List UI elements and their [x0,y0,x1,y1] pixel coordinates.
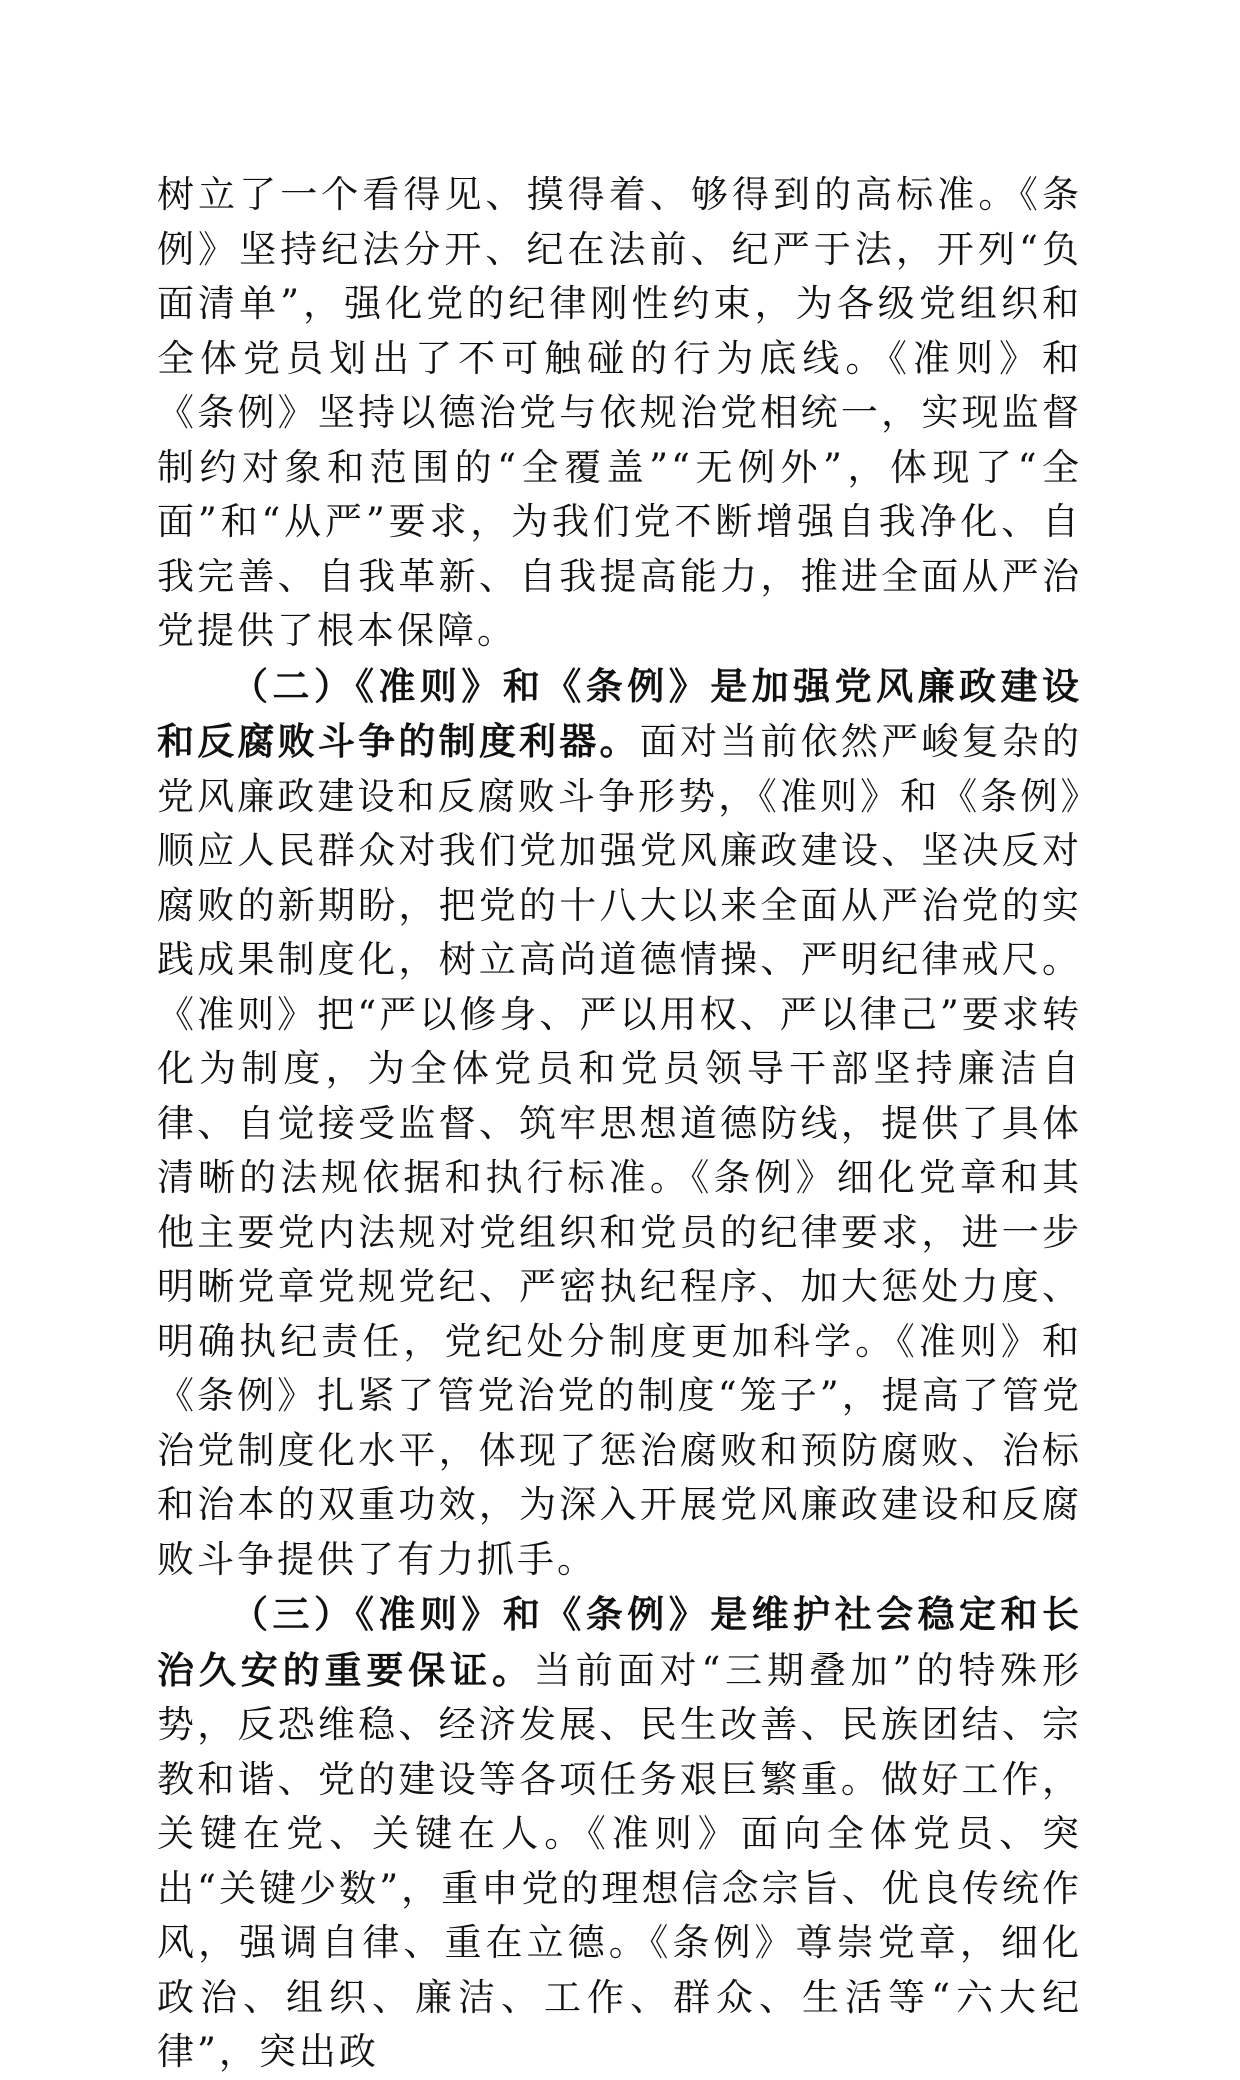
document-body [157,168,1082,2080]
section-3-text: 当前面对“三期叠加”的特殊形势，反恐维稳、经济发展、民生改善、民族团结、宗教和谐、党的建设等各项任务艰巨繁重。做好工作，关键在党、关键在人。《准则》面向全体党员、突出“关键少数”，重申党的理想信念宗旨、优良传统作风，强调自律、重在立德。《条例》尊崇党章，细化政治、组织、廉洁、工作、群众、生活等“六大纪律”，突出政 [157,1648,1082,2073]
section-3-heading: （三）《准则》和《条例》是维护社会稳定和长治久安的重要保证。 [157,1592,1082,1692]
paragraph-section-2 [157,659,1082,1588]
paragraph-continuation [157,168,1082,659]
section-2-heading: （二）《准则》和《条例》是加强党风廉政建设和反腐败斗争的制度利器。 [157,663,1082,763]
section-2-text: 面对当前依然严峻复杂的党风廉政建设和反腐败斗争形势，《准则》和《条例》顺应人民群众对我们党加强党风廉政建设、坚决反对腐败的新期盼，把党的十八大以来全面从严治党的实践成果制度化，树立高尚道德情操、严明纪律戒尺。《准则》把“严以修身、严以用权、严以律己”要求转化为制度，为全体党员和党员领导干部坚持廉洁自律、自觉接受监督、筑牢思想道德防线，提供了具体清晰的法规依据和执行标准。《条例》细化党章和其他主要党内法规对党组织和党员的纪律要求，进一步明晰党章党规党纪、严密执纪程序、加大惩处力度、明确执纪责任，党纪处分制度更加科学。《准则》和《条例》扎紧了管党治党的制度“笼子”，提高了管党治党制度化水平，体现了惩治腐败和预防腐败、治标和治本的双重功效，为深入开展党风廉政建设和反腐败斗争提供了有力抓手。 [157,720,1083,1581]
paragraph-section-3 [157,1587,1082,2080]
paragraph-1-text: 树立了一个看得见、摸得着、够得到的高标准。《条例》坚持纪法分开、纪在法前、纪严于法，开列“负面清单”，强化党的纪律刚性约束，为各级党组织和全体党员划出了不可触碰的行为底线。《准则》和《条例》坚持以德治党与依规治党相统一，实现监督制约对象和范围的“全覆盖”“无例外”，体现了“全面”和“从严”要求，为我们党不断增强自我净化、自我完善、自我革新、自我提高能力，推进全面从严治党提供了根本保障。 [157,173,1082,652]
